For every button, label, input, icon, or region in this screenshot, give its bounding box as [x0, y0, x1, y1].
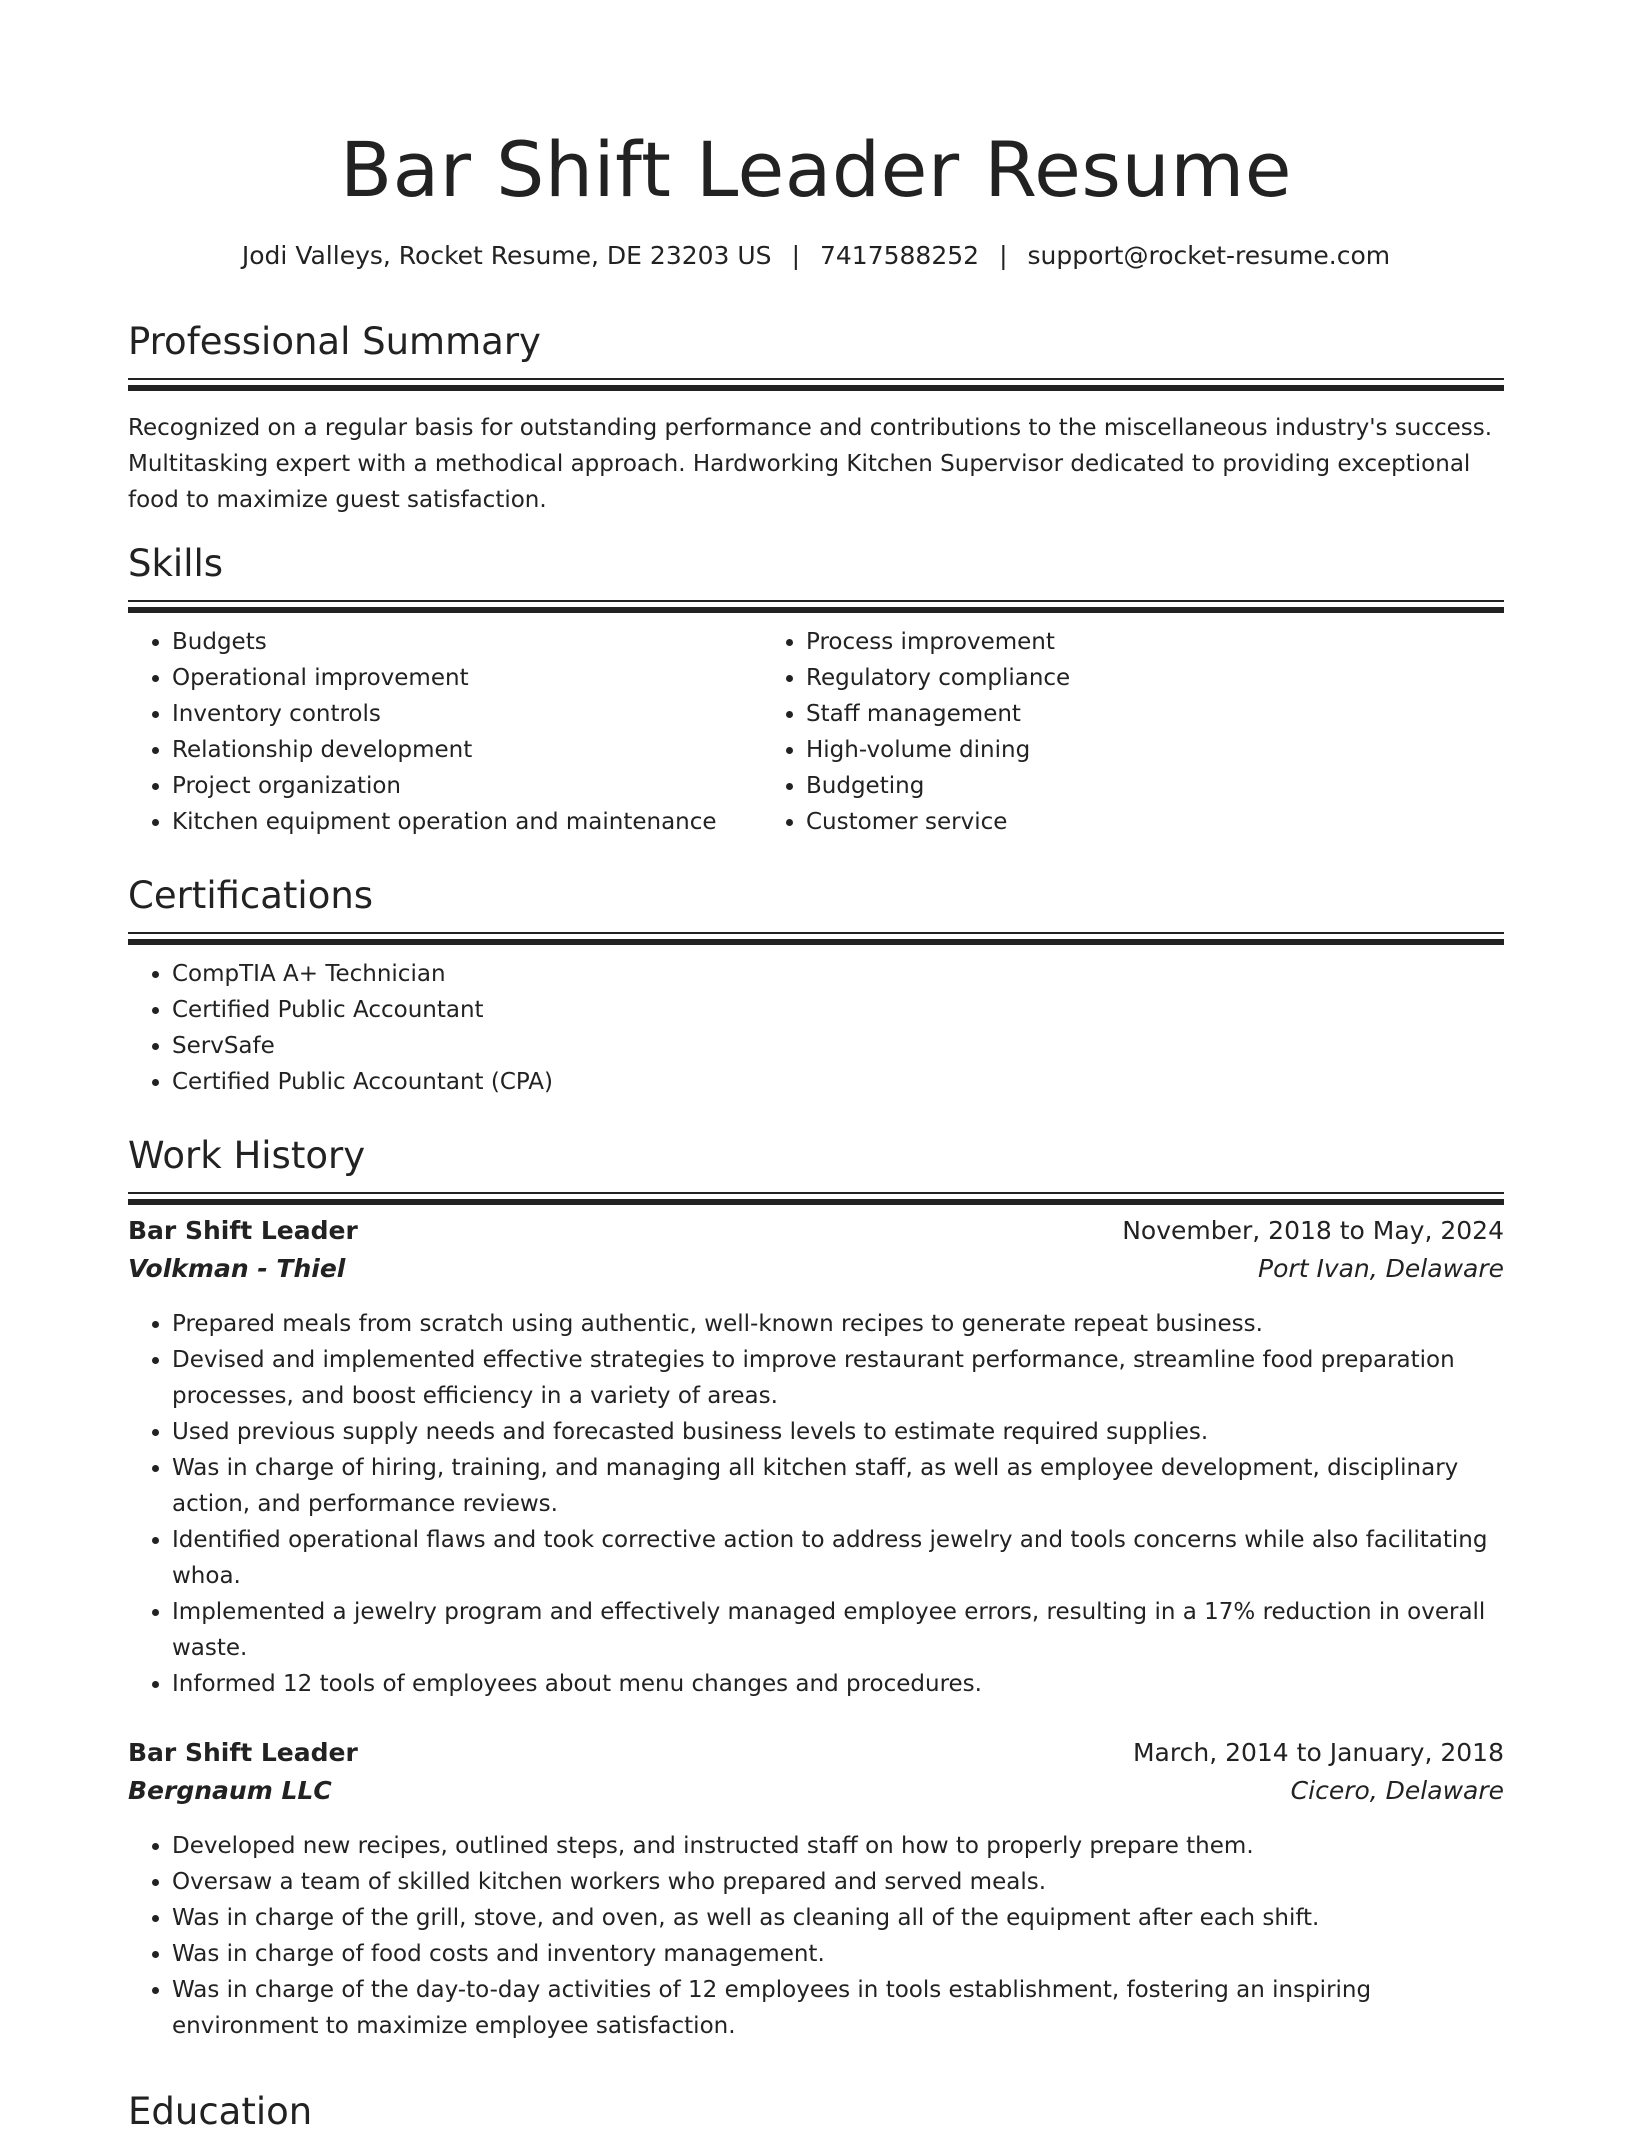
- job-entry: [128, 1212, 1504, 1702]
- skill-item: • Inventory controls: [172, 696, 762, 732]
- job-subheader-row: [128, 1250, 1504, 1288]
- job-bullet: • Devised and implemented effective strategies to improve restaurant performance, streamline food preparation processes, and boost efficiency in a variety of areas.: [172, 1342, 1504, 1414]
- job-bullet: • Oversaw a team of skilled kitchen workers who prepared and served meals.: [172, 1864, 1504, 1900]
- certification-item: • ServSafe: [172, 1028, 1504, 1064]
- certifications-section: [128, 872, 1504, 1100]
- skill-item: • Process improvement: [806, 624, 1396, 660]
- summary-heading: Professional Summary: [128, 320, 541, 363]
- certifications-heading: Certifications: [128, 874, 374, 917]
- skill-item: • High-volume dining: [806, 732, 1396, 768]
- job-bullet: • Was in charge of the grill, stove, and oven, as well as cleaning all of the equipment after each shift.: [172, 1900, 1504, 1936]
- job-bullet: • Was in charge of hiring, training, and managing all kitchen staff, as well as employee development, disciplinary action, and performance reviews.: [172, 1450, 1504, 1522]
- contact-email: support@rocket-resume.com: [1027, 241, 1391, 270]
- job-bullet: • Was in charge of the day-to-day activities of 12 employees in tools establishment, fostering an inspiring environment to maximize employee satisfaction.: [172, 1972, 1504, 2044]
- skill-item: • Regulatory compliance: [806, 660, 1396, 696]
- certifications-list: [128, 956, 1504, 1100]
- certification-item: • Certified Public Accountant (CPA): [172, 1064, 1504, 1100]
- job-company: Volkman - Thiel: [128, 1254, 346, 1283]
- certification-item: • Certified Public Accountant: [172, 992, 1504, 1028]
- job-entry: [128, 1734, 1504, 2044]
- skill-item: • Customer service: [806, 804, 1396, 840]
- skills-heading: Skills: [128, 542, 224, 585]
- skill-item: • Kitchen equipment operation and maintenance: [172, 804, 762, 840]
- job-bullet: • Developed new recipes, outlined steps, and instructed staff on how to properly prepare them.: [172, 1828, 1504, 1864]
- job-bullet: • Was in charge of food costs and inventory management.: [172, 1936, 1504, 1972]
- section-divider: [128, 378, 1504, 380]
- job-location: Port Ivan, Delaware: [1258, 1254, 1504, 1283]
- contact-separator: |: [999, 241, 1008, 270]
- work-history-section: [128, 1132, 1504, 2044]
- certification-item: • CompTIA A+ Technician: [172, 956, 1504, 992]
- job-header-row: [128, 1212, 1504, 1250]
- job-location: Cicero, Delaware: [1290, 1776, 1504, 1805]
- job-bullets: [128, 1828, 1504, 2044]
- education-section: [128, 2088, 1504, 2136]
- work-history-heading: Work History: [128, 1134, 366, 1177]
- education-heading: Education: [128, 2090, 313, 2133]
- section-divider: [128, 600, 1504, 602]
- job-bullet: • Implemented a jewelry program and effectively managed employee errors, resulting in a 17% reduction in overall waste.: [172, 1594, 1504, 1666]
- section-divider: [128, 932, 1504, 934]
- contact-phone: 7417588252: [820, 241, 980, 270]
- job-title: Bar Shift Leader: [128, 1738, 358, 1767]
- page-title: Bar Shift Leader Resume: [340, 125, 1292, 214]
- summary-text: Recognized on a regular basis for outstanding performance and contributions to the miscellaneous industry's success. Multitasking expert with a methodical approach. Hardworking Kitchen Supervisor dedicated to providing exceptional food to maximize guest satisfaction.: [128, 415, 1493, 513]
- job-dates: March, 2014 to January, 2018: [1132, 1738, 1504, 1767]
- skill-item: • Staff management: [806, 696, 1396, 732]
- job-company: Bergnaum LLC: [128, 1776, 332, 1805]
- job-bullets: [128, 1306, 1504, 1702]
- skill-item: • Budgets: [172, 624, 762, 660]
- summary-section: [128, 318, 1504, 518]
- job-dates: November, 2018 to May, 2024: [1122, 1216, 1504, 1245]
- skills-section: [128, 540, 1504, 840]
- job-header-row: [128, 1734, 1504, 1772]
- contact-address: Jodi Valleys, Rocket Resume, DE 23203 US: [241, 241, 772, 270]
- job-subheader-row: [128, 1772, 1504, 1810]
- job-bullet: • Informed 12 tools of employees about menu changes and procedures.: [172, 1666, 1504, 1702]
- contact-line: [128, 238, 1504, 274]
- skills-grid: [128, 624, 1504, 840]
- skill-item: • Operational improvement: [172, 660, 762, 696]
- skill-item: • Project organization: [172, 768, 762, 804]
- skill-item: • Budgeting: [806, 768, 1396, 804]
- section-divider: [128, 1192, 1504, 1194]
- skills-list-right: [762, 624, 1396, 840]
- job-bullet: • Used previous supply needs and forecasted business levels to estimate required supplies.: [172, 1414, 1504, 1450]
- contact-separator: |: [791, 241, 800, 270]
- skill-item: • Relationship development: [172, 732, 762, 768]
- skills-list-left: [128, 624, 762, 840]
- job-title: Bar Shift Leader: [128, 1216, 358, 1245]
- job-bullet: • Prepared meals from scratch using authentic, well-known recipes to generate repeat business.: [172, 1306, 1504, 1342]
- job-bullet: • Identified operational flaws and took corrective action to address jewelry and tools concerns while also facilitating whoa.: [172, 1522, 1504, 1594]
